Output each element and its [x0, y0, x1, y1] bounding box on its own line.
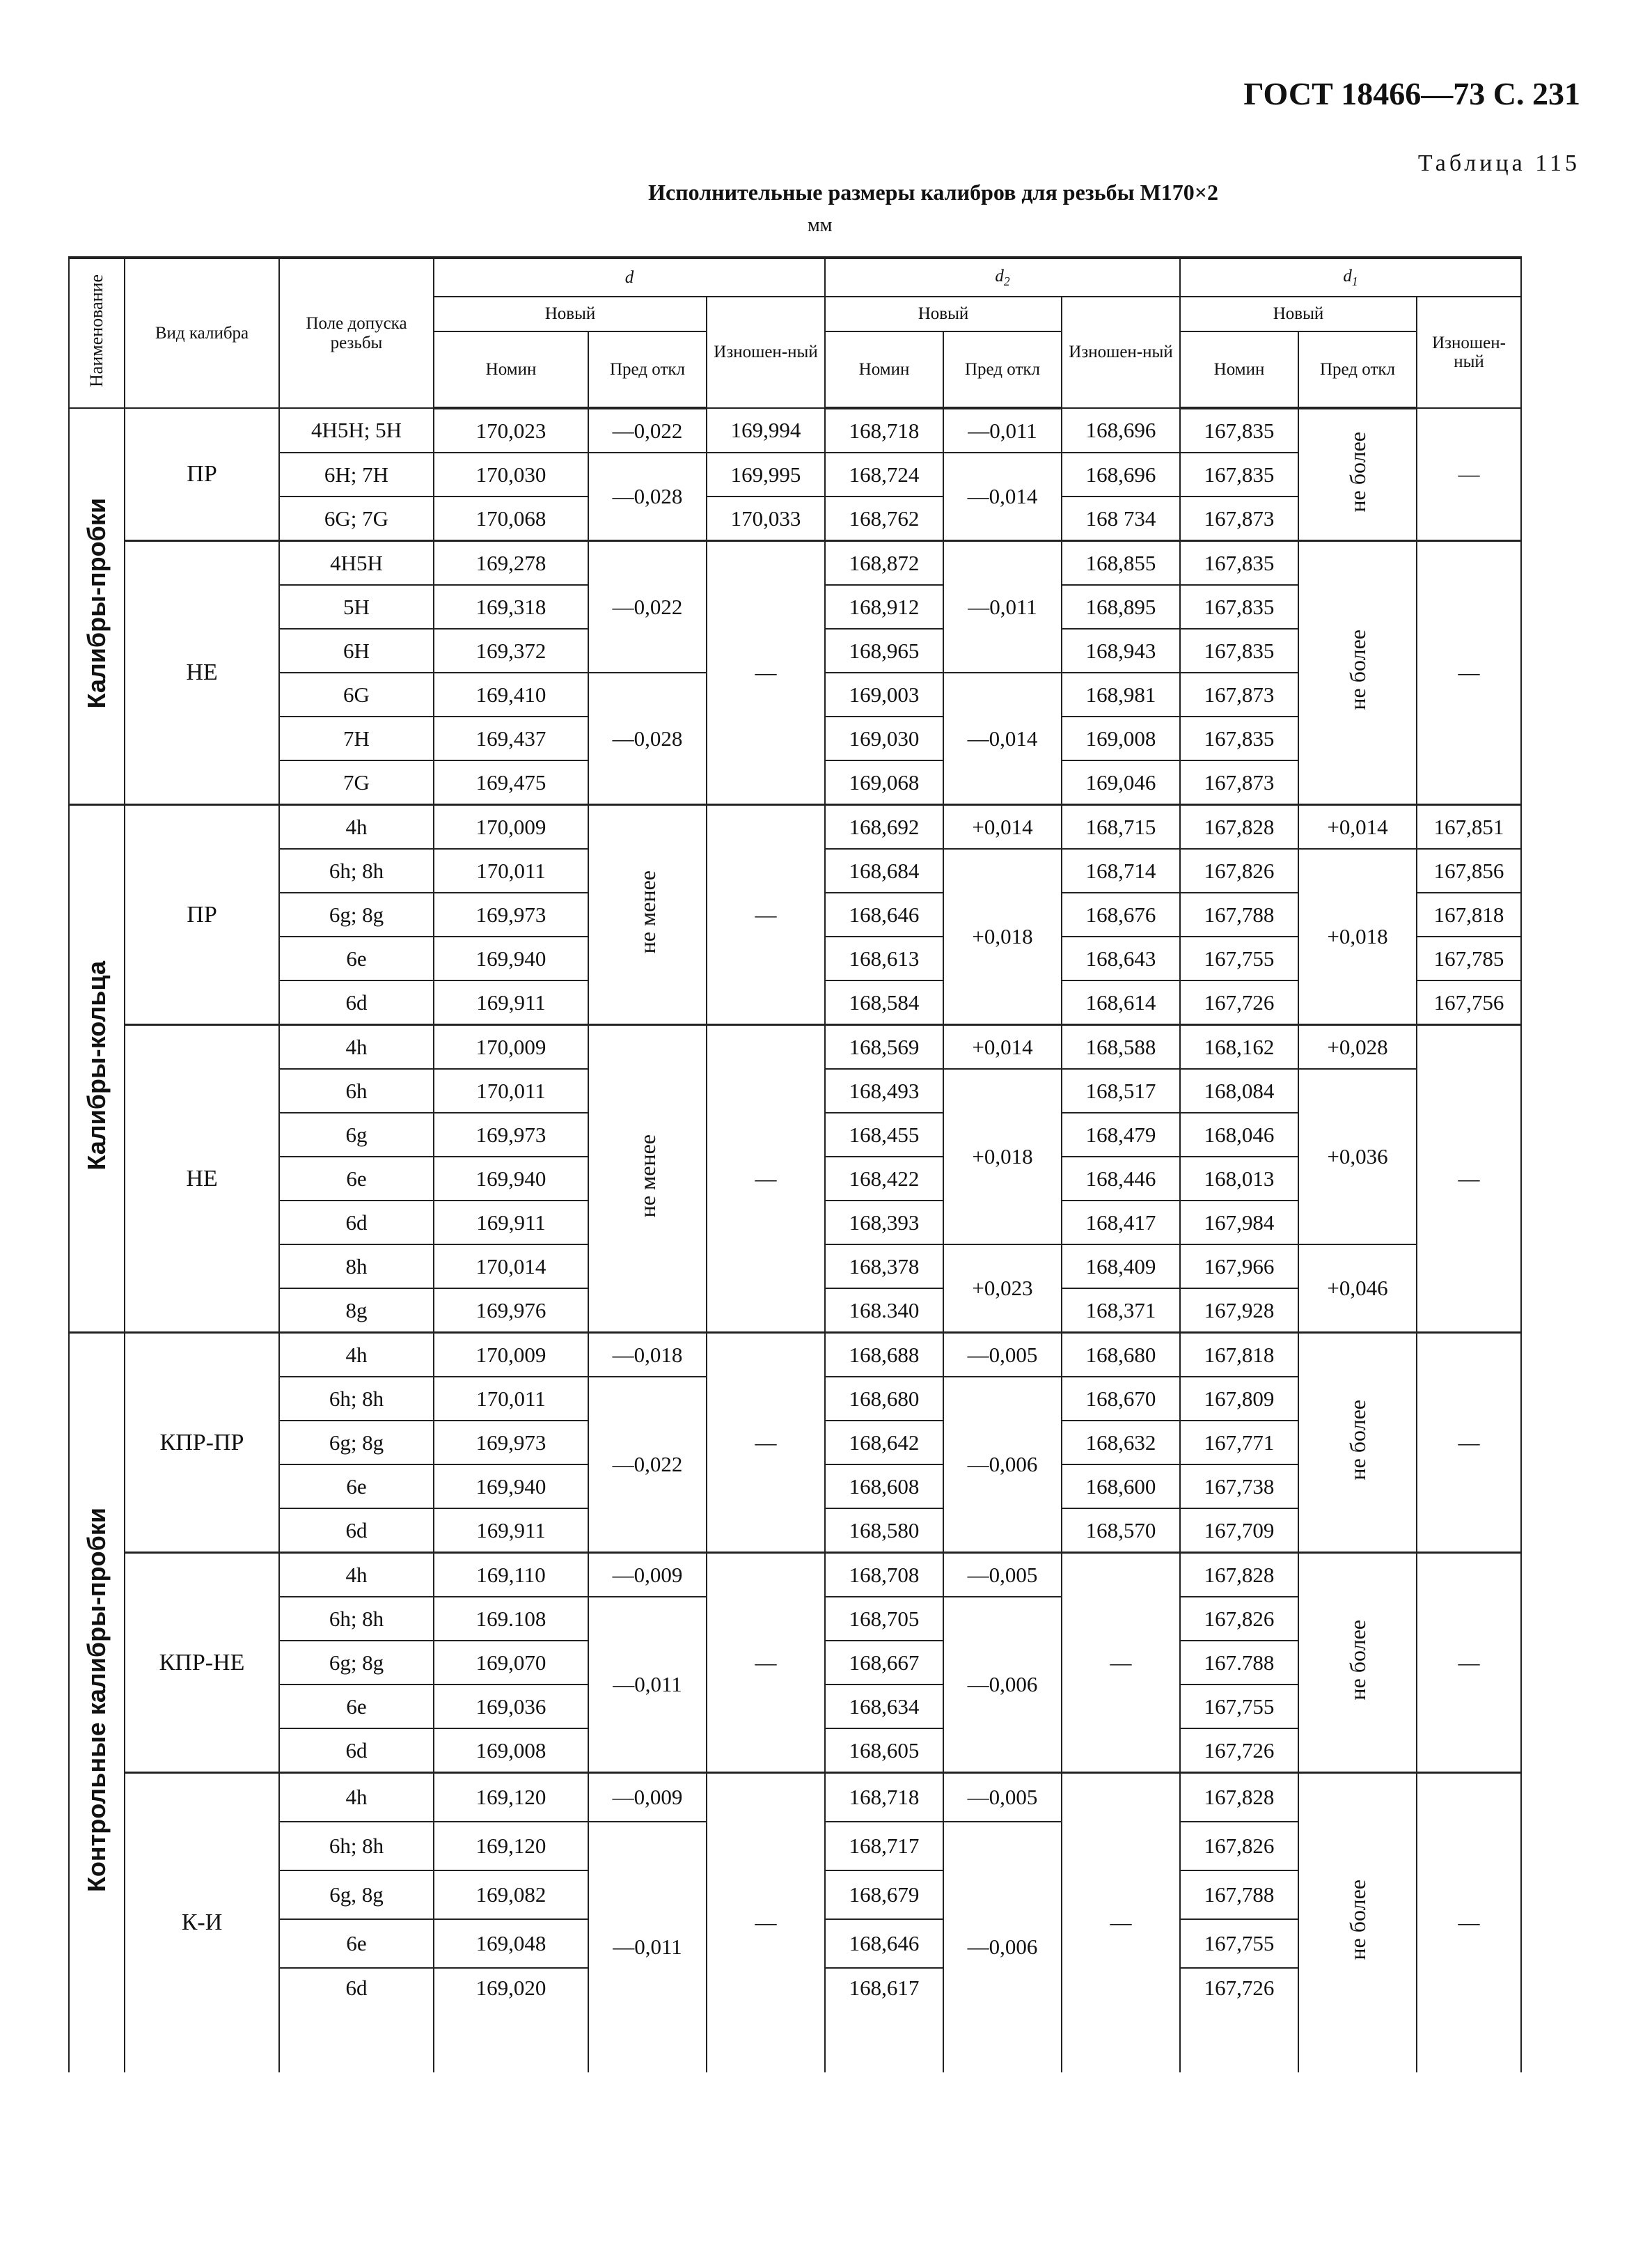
d2-nomin: 168,718	[825, 1773, 943, 1822]
d2-pred-otkl: —0,011	[943, 541, 1062, 673]
d1-nomin: 167,873	[1180, 673, 1298, 717]
d2-iznoshennyi: 168,409	[1062, 1244, 1180, 1288]
pole-dopuska: 4H5H; 5H	[279, 408, 434, 453]
pole-dopuska: 6g; 8g	[279, 1421, 434, 1464]
d1-nomin: 168,046	[1180, 1113, 1298, 1157]
d-nomin: 170,009	[434, 1025, 588, 1070]
group-label-pr: ПР	[125, 805, 279, 1025]
d2-nomin: 168,613	[825, 937, 943, 980]
d1-pred-otkl: +0,046	[1298, 1244, 1417, 1333]
d1-iznoshennyi: 167,756	[1417, 980, 1521, 1025]
d2-iznoshennyi: 168,643	[1062, 937, 1180, 980]
d-pred-otkl: —0,011	[588, 1597, 707, 1773]
header-d1-novyi: Новый	[1180, 297, 1417, 331]
pole-dopuska: 6g	[279, 1113, 434, 1157]
d-iznoshennyi: 169,995	[707, 453, 825, 497]
d2-nomin: 168,717	[825, 1822, 943, 1870]
d1-nomin: 168,084	[1180, 1069, 1298, 1113]
d2-pred-otkl: —0,006	[943, 1377, 1062, 1553]
d2-iznoshennyi: 168,943	[1062, 629, 1180, 673]
section-label-kontrol: Контрольные калибры-пробки	[69, 1333, 125, 2072]
d2-nomin: 168,667	[825, 1641, 943, 1685]
d2-iznoshennyi: 168,895	[1062, 585, 1180, 629]
d-pred-otkl: —0,009	[588, 1773, 707, 1822]
d2-nomin: 168.340	[825, 1288, 943, 1333]
pole-dopuska: 6d	[279, 1728, 434, 1773]
pole-dopuska: 8h	[279, 1244, 434, 1288]
d1-nomin: 167,755	[1180, 937, 1298, 980]
d1-note-ne-bolee: не более	[1298, 1773, 1417, 2072]
d-nomin: 169,437	[434, 717, 588, 760]
d1-nomin: 167,809	[1180, 1377, 1298, 1421]
d1-note-ne-bolee: не более	[1298, 1333, 1417, 1553]
d2-pred-otkl: —0,006	[943, 1597, 1062, 1773]
d1-nomin: 167,928	[1180, 1288, 1298, 1333]
d2-iznoshennyi: 168,417	[1062, 1201, 1180, 1244]
d1-pred-otkl: +0,018	[1298, 849, 1417, 1025]
header-d2-iznoshennyi: Изношен-ный	[1062, 297, 1180, 408]
d1-iznoshennyi: —	[1417, 408, 1521, 541]
d-nomin: 169,973	[434, 1113, 588, 1157]
d2-nomin: 168,642	[825, 1421, 943, 1464]
d1-pred-otkl: +0,028	[1298, 1025, 1417, 1070]
d-pred-otkl: —0,009	[588, 1553, 707, 1597]
d2-nomin: 168,605	[825, 1728, 943, 1773]
d-nomin: 169,120	[434, 1822, 588, 1870]
d-note-ne-menee: не менее	[588, 1025, 707, 1333]
d1-note-ne-bolee: не более	[1298, 408, 1417, 541]
d2-nomin: 168,393	[825, 1201, 943, 1244]
d2-nomin: 168,580	[825, 1508, 943, 1553]
d1-nomin: 167,788	[1180, 893, 1298, 937]
header-d: d	[434, 258, 825, 297]
d2-iznoshennyi: 168,614	[1062, 980, 1180, 1025]
d1-nomin: 167,826	[1180, 849, 1298, 893]
d2-iznoshennyi: 169,046	[1062, 760, 1180, 805]
d-nomin: 169,911	[434, 1508, 588, 1553]
pole-dopuska: 6G	[279, 673, 434, 717]
table-row	[69, 1553, 1521, 1597]
table-number: Таблица 115	[1417, 150, 1580, 176]
d2-pred-otkl: +0,018	[943, 1069, 1062, 1244]
d2-iznoshennyi: 168,632	[1062, 1421, 1180, 1464]
d2-iznoshennyi: 168,676	[1062, 893, 1180, 937]
d2-nomin: 168,634	[825, 1685, 943, 1728]
d-nomin: 169,070	[434, 1641, 588, 1685]
d2-pred-otkl: —0,014	[943, 673, 1062, 805]
pole-dopuska: 6G; 7G	[279, 497, 434, 541]
d-nomin: 170,011	[434, 849, 588, 893]
d1-iznoshennyi: —	[1417, 1773, 1521, 2072]
d-note-ne-menee: не менее	[588, 805, 707, 1025]
d2-iznoshennyi: 168,600	[1062, 1464, 1180, 1508]
d-nomin: 169,911	[434, 980, 588, 1025]
pole-dopuska: 7H	[279, 717, 434, 760]
pole-dopuska: 8g	[279, 1288, 434, 1333]
d1-nomin: 167,755	[1180, 1685, 1298, 1728]
d2-iznoshennyi: —	[1062, 1553, 1180, 1773]
d2-pred-otkl: —0,006	[943, 1822, 1062, 2072]
d2-nomin: 168,646	[825, 1919, 943, 1968]
d-nomin: 170,014	[434, 1244, 588, 1288]
d2-nomin: 169,003	[825, 673, 943, 717]
d-pred-otkl: —0,028	[588, 673, 707, 805]
d-pred-otkl: —0,028	[588, 453, 707, 541]
header-d-pred-otkl: Пред откл	[588, 331, 707, 408]
pole-dopuska: 4H5H	[279, 541, 434, 586]
d1-nomin: 167,984	[1180, 1201, 1298, 1244]
pole-dopuska: 6d	[279, 1201, 434, 1244]
pole-dopuska: 4h	[279, 1553, 434, 1597]
header-d1: $d_1$	[1180, 258, 1521, 297]
d1-nomin: 168,162	[1180, 1025, 1298, 1070]
group-label-pr: ПР	[125, 408, 279, 541]
header-pole-dopuska: Поле допуска резьбы	[279, 258, 434, 408]
header-d-iznoshennyi: Изношен-ный	[707, 297, 825, 408]
section-label-koltsa: Калибры-кольца	[69, 805, 125, 1333]
d-nomin: 169,475	[434, 760, 588, 805]
d-pred-otkl: —0,022	[588, 1377, 707, 1553]
d2-nomin: 168,684	[825, 849, 943, 893]
d2-pred-otkl: +0,014	[943, 805, 1062, 850]
d1-nomin: 167,835	[1180, 717, 1298, 760]
d-nomin: 169,973	[434, 893, 588, 937]
d1-nomin: 167,828	[1180, 1553, 1298, 1597]
pole-dopuska: 6g, 8g	[279, 1870, 434, 1919]
d1-nomin: 167,818	[1180, 1333, 1298, 1377]
pole-dopuska: 6d	[279, 1968, 434, 2072]
header-d-nomin: Номин	[434, 331, 588, 408]
d1-nomin: 167,873	[1180, 497, 1298, 541]
d2-iznoshennyi: 168,981	[1062, 673, 1180, 717]
d2-iznoshennyi: 168,371	[1062, 1288, 1180, 1333]
d-nomin: 169,976	[434, 1288, 588, 1333]
d-nomin: 169,973	[434, 1421, 588, 1464]
d-nomin: 169,048	[434, 1919, 588, 1968]
d1-nomin: 167,826	[1180, 1822, 1298, 1870]
pole-dopuska: 6h; 8h	[279, 1377, 434, 1421]
table-row	[69, 1773, 1521, 1822]
d2-nomin: 168,569	[825, 1025, 943, 1070]
d2-iznoshennyi: 168,714	[1062, 849, 1180, 893]
d1-nomin: 167,828	[1180, 1773, 1298, 1822]
d1-nomin: 167,726	[1180, 980, 1298, 1025]
pole-dopuska: 5H	[279, 585, 434, 629]
d1-nomin: 167,788	[1180, 1870, 1298, 1919]
d1-iznoshennyi: 167,856	[1417, 849, 1521, 893]
d2-pred-otkl: —0,005	[943, 1333, 1062, 1377]
pole-dopuska: 6h; 8h	[279, 1822, 434, 1870]
table-row	[69, 1333, 1521, 1377]
header-naimenovanie: Наименование	[69, 258, 125, 408]
d2-iznoshennyi: 168 734	[1062, 497, 1180, 541]
d2-iznoshennyi: 168,670	[1062, 1377, 1180, 1421]
d-nomin: 169,082	[434, 1870, 588, 1919]
header-d1-pred-otkl: Пред откл	[1298, 331, 1417, 408]
d1-iznoshennyi: 167,851	[1417, 805, 1521, 850]
d1-nomin: 167,835	[1180, 585, 1298, 629]
d-nomin: 169,008	[434, 1728, 588, 1773]
d1-iznoshennyi: —	[1417, 1553, 1521, 1773]
d1-nomin: 167,828	[1180, 805, 1298, 850]
d2-nomin: 168,762	[825, 497, 943, 541]
d-nomin: 169,940	[434, 937, 588, 980]
d-iznoshennyi: —	[707, 1553, 825, 1773]
header-vid-kalibra: Вид калибра	[125, 258, 279, 408]
d-iznoshennyi: —	[707, 805, 825, 1025]
d1-nomin: 168,013	[1180, 1157, 1298, 1201]
table-row	[69, 408, 1521, 453]
d2-pred-otkl: +0,023	[943, 1244, 1062, 1333]
d2-nomin: 168,965	[825, 629, 943, 673]
pole-dopuska: 6e	[279, 937, 434, 980]
d-pred-otkl: —0,018	[588, 1333, 707, 1377]
d2-nomin: 168,705	[825, 1597, 943, 1641]
d1-pred-otkl: +0,036	[1298, 1069, 1417, 1244]
pole-dopuska: 6g; 8g	[279, 1641, 434, 1685]
d-nomin: 170,011	[434, 1069, 588, 1113]
table-row	[69, 541, 1521, 586]
d-nomin: 170,023	[434, 408, 588, 453]
d2-nomin: 168,617	[825, 1968, 943, 2072]
pole-dopuska: 6e	[279, 1157, 434, 1201]
d2-pred-otkl: +0,018	[943, 849, 1062, 1025]
d-nomin: 170,009	[434, 805, 588, 850]
pole-dopuska: 4h	[279, 1025, 434, 1070]
d1-iznoshennyi: 167,785	[1417, 937, 1521, 980]
d-nomin: 169.108	[434, 1597, 588, 1641]
header-d-novyi: Новый	[434, 297, 707, 331]
d2-nomin: 168,912	[825, 585, 943, 629]
d2-nomin: 168,679	[825, 1870, 943, 1919]
d-nomin: 169,940	[434, 1157, 588, 1201]
pole-dopuska: 6H; 7H	[279, 453, 434, 497]
d-nomin: 170,009	[434, 1333, 588, 1377]
header-d2-novyi: Новый	[825, 297, 1062, 331]
pole-dopuska: 7G	[279, 760, 434, 805]
pole-dopuska: 6e	[279, 1685, 434, 1728]
d-nomin: 169,372	[434, 629, 588, 673]
d2-nomin: 168,422	[825, 1157, 943, 1201]
d1-nomin: 167,835	[1180, 408, 1298, 453]
pole-dopuska: 6g; 8g	[279, 893, 434, 937]
d-pred-otkl: —0,022	[588, 541, 707, 673]
group-label-kpr-ne: КПР-НЕ	[125, 1553, 279, 1773]
d2-nomin: 168,680	[825, 1377, 943, 1421]
d2-iznoshennyi: 168,570	[1062, 1508, 1180, 1553]
d-pred-otkl: —0,011	[588, 1822, 707, 2072]
d-iznoshennyi: 170,033	[707, 497, 825, 541]
d-nomin: 169,110	[434, 1553, 588, 1597]
d2-nomin: 168,692	[825, 805, 943, 850]
d2-pred-otkl: —0,014	[943, 453, 1062, 541]
d2-pred-otkl: —0,005	[943, 1553, 1062, 1597]
d2-iznoshennyi: 168,479	[1062, 1113, 1180, 1157]
table-row	[69, 1025, 1521, 1070]
d1-iznoshennyi: —	[1417, 1025, 1521, 1333]
d1-nomin: 167,738	[1180, 1464, 1298, 1508]
unit-label: мм	[808, 214, 833, 236]
d2-nomin: 168,455	[825, 1113, 943, 1157]
group-label-kpr-pr: КПР-ПР	[125, 1333, 279, 1553]
pole-dopuska: 6e	[279, 1464, 434, 1508]
section-label-probki: Калибры-пробки	[69, 408, 125, 805]
d2-pred-otkl: —0,005	[943, 1773, 1062, 1822]
d2-iznoshennyi: 168,696	[1062, 453, 1180, 497]
d1-note-ne-bolee: не более	[1298, 1553, 1417, 1773]
d2-nomin: 168,724	[825, 453, 943, 497]
d-nomin: 170,068	[434, 497, 588, 541]
page-header: ГОСТ 18466—73 С. 231	[1243, 76, 1580, 111]
d2-nomin: 168,708	[825, 1553, 943, 1597]
d-pred-otkl: —0,022	[588, 408, 707, 453]
d1-iznoshennyi: —	[1417, 541, 1521, 805]
d2-iznoshennyi: 168,446	[1062, 1157, 1180, 1201]
d1-iznoshennyi: —	[1417, 1333, 1521, 1553]
d2-iznoshennyi: 168,715	[1062, 805, 1180, 850]
d-iznoshennyi: —	[707, 541, 825, 805]
d1-note-ne-bolee: не более	[1298, 541, 1417, 805]
d2-iznoshennyi: 168,680	[1062, 1333, 1180, 1377]
d1-nomin: 167,709	[1180, 1508, 1298, 1553]
d-nomin: 169,410	[434, 673, 588, 717]
header-d1-iznoshennyi: Изношен-ный	[1417, 297, 1521, 408]
d2-iznoshennyi: 168,588	[1062, 1025, 1180, 1070]
pole-dopuska: 6H	[279, 629, 434, 673]
d-iznoshennyi: —	[707, 1333, 825, 1553]
d1-iznoshennyi: 167,818	[1417, 893, 1521, 937]
d2-nomin: 168,872	[825, 541, 943, 586]
d-iznoshennyi: 169,994	[707, 408, 825, 453]
d1-nomin: 167,835	[1180, 453, 1298, 497]
d-nomin: 169,020	[434, 1968, 588, 2072]
header-d2: $d_2$	[825, 258, 1180, 297]
d2-pred-otkl: +0,014	[943, 1025, 1062, 1070]
pole-dopuska: 6e	[279, 1919, 434, 1968]
pole-dopuska: 6d	[279, 1508, 434, 1553]
d2-nomin: 168,646	[825, 893, 943, 937]
d1-nomin: 167,826	[1180, 1597, 1298, 1641]
d-nomin: 169,120	[434, 1773, 588, 1822]
d2-nomin: 169,030	[825, 717, 943, 760]
pole-dopuska: 4h	[279, 1333, 434, 1377]
d2-nomin: 168,718	[825, 408, 943, 453]
header-d2-nomin: Номин	[825, 331, 943, 408]
d1-nomin: 167,873	[1180, 760, 1298, 805]
d2-iznoshennyi: 168,696	[1062, 408, 1180, 453]
d2-iznoshennyi: —	[1062, 1773, 1180, 2072]
d2-nomin: 168,688	[825, 1333, 943, 1377]
d2-nomin: 168,493	[825, 1069, 943, 1113]
pole-dopuska: 4h	[279, 1773, 434, 1822]
calibre-dimensions-table	[68, 256, 1522, 2072]
d1-nomin: 167,755	[1180, 1919, 1298, 1968]
group-label-ne: НЕ	[125, 541, 279, 805]
header-d1-nomin: Номин	[1180, 331, 1298, 408]
pole-dopuska: 6h	[279, 1069, 434, 1113]
d-iznoshennyi: —	[707, 1025, 825, 1333]
d1-nomin: 167,726	[1180, 1728, 1298, 1773]
d2-nomin: 169,068	[825, 760, 943, 805]
d-nomin: 169,036	[434, 1685, 588, 1728]
d-nomin: 169,318	[434, 585, 588, 629]
d2-pred-otkl: —0,011	[943, 408, 1062, 453]
pole-dopuska: 6d	[279, 980, 434, 1025]
d1-nomin: 167,835	[1180, 629, 1298, 673]
d2-nomin: 168,608	[825, 1464, 943, 1508]
table-title: Исполнительные размеры калибров для резьбы М170×2	[648, 180, 1218, 205]
d2-iznoshennyi: 169,008	[1062, 717, 1180, 760]
d1-nomin: 167,835	[1180, 541, 1298, 586]
d-iznoshennyi: —	[707, 1773, 825, 2072]
header-d2-pred-otkl: Пред откл	[943, 331, 1062, 408]
pole-dopuska: 6h; 8h	[279, 1597, 434, 1641]
pole-dopuska: 4h	[279, 805, 434, 850]
group-label-ne: НЕ	[125, 1025, 279, 1333]
pole-dopuska: 6h; 8h	[279, 849, 434, 893]
d-nomin: 170,030	[434, 453, 588, 497]
d2-iznoshennyi: 168,855	[1062, 541, 1180, 586]
d2-nomin: 168,378	[825, 1244, 943, 1288]
d1-nomin: 167,771	[1180, 1421, 1298, 1464]
d2-iznoshennyi: 168,517	[1062, 1069, 1180, 1113]
d1-nomin: 167,726	[1180, 1968, 1298, 2072]
d1-nomin: 167,966	[1180, 1244, 1298, 1288]
table-row	[69, 805, 1521, 850]
d-nomin: 169,911	[434, 1201, 588, 1244]
d-nomin: 169,278	[434, 541, 588, 586]
d2-nomin: 168,584	[825, 980, 943, 1025]
d-nomin: 170,011	[434, 1377, 588, 1421]
d1-nomin: 167.788	[1180, 1641, 1298, 1685]
group-label-k-i: К-И	[125, 1773, 279, 2072]
d1-pred-otkl: +0,014	[1298, 805, 1417, 850]
d-nomin: 169,940	[434, 1464, 588, 1508]
